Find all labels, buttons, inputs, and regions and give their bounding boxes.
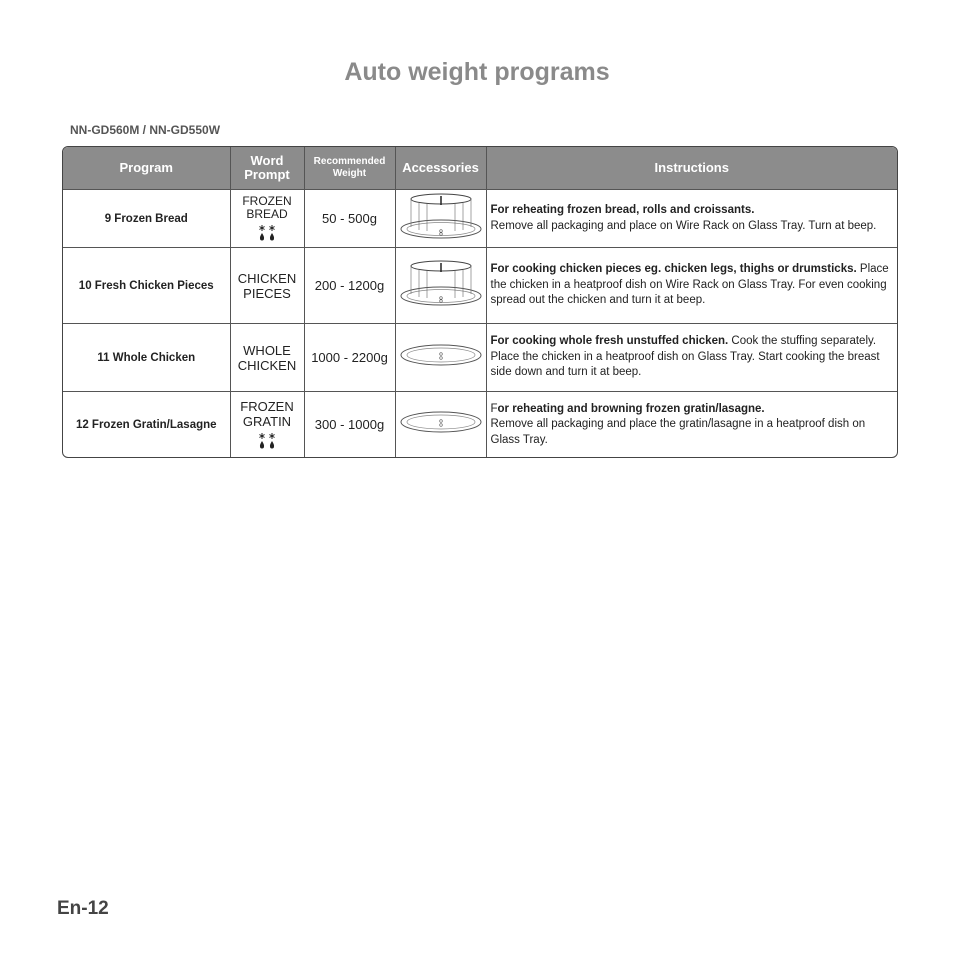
defrost-snowflake-drops-icon <box>257 224 277 242</box>
header-word-prompt: Word Prompt <box>230 147 304 190</box>
page-title: Auto weight programs <box>344 58 610 86</box>
glass-tray-icon <box>399 409 483 435</box>
header-accessories: Accessories <box>395 147 486 190</box>
table-row <box>63 190 897 248</box>
auto-weight-table <box>62 146 898 458</box>
instructions-text: For cooking chicken pieces eg. chicken legs, thighs or drumsticks. Place the chicken in a heatproof dish on Wire Rack on Glass Tray. For even cooking spread out the chicken and turn it at beep. <box>486 248 897 324</box>
recommended-weight: 200 - 1200g <box>304 248 395 324</box>
table-row <box>63 392 897 458</box>
recommended-weight: 1000 - 2200g <box>304 324 395 392</box>
header-program: Program <box>63 147 230 190</box>
word-prompt: FROZEN GRATIN <box>230 392 304 458</box>
program-name: 12 Frozen Gratin/Lasagne <box>63 392 230 458</box>
wire-rack-on-glass-tray-icon <box>399 258 483 308</box>
header-instructions: Instructions <box>486 147 897 190</box>
accessory-cell <box>395 248 486 324</box>
table-row <box>63 324 897 392</box>
defrost-snowflake-drops-icon <box>257 432 277 450</box>
program-name: 9 Frozen Bread <box>63 190 230 248</box>
header-recommended-weight: Recommended Weight <box>304 147 395 190</box>
accessory-cell <box>395 190 486 248</box>
program-name: 10 Fresh Chicken Pieces <box>63 248 230 324</box>
instructions-text: For reheating and browning frozen gratin/lasagne. Remove all packaging and place the gratin/lasagne in a heatproof dish on Glass Tray. <box>486 392 897 458</box>
word-prompt: FROZEN BREAD <box>230 190 304 248</box>
glass-tray-icon <box>399 342 483 368</box>
instructions-text: For cooking whole fresh unstuffed chicken. Cook the stuffing separately. Place the chicken in a heatproof dish on Glass Tray. Start cooking the breast side down and turn it at beep. <box>486 324 897 392</box>
word-prompt: WHOLE CHICKEN <box>230 324 304 392</box>
program-name: 11 Whole Chicken <box>63 324 230 392</box>
recommended-weight: 50 - 500g <box>304 190 395 248</box>
wire-rack-on-glass-tray-icon <box>399 191 483 241</box>
table-row <box>63 248 897 324</box>
accessory-cell <box>395 324 486 392</box>
page-number: En-12 <box>57 898 109 919</box>
model-number: NN-GD560M / NN-GD550W <box>70 123 221 137</box>
accessory-cell <box>395 392 486 458</box>
word-prompt: CHICKEN PIECES <box>230 248 304 324</box>
recommended-weight: 300 - 1000g <box>304 392 395 458</box>
table-header-row <box>63 147 897 190</box>
instructions-text: For reheating frozen bread, rolls and croissants. Remove all packaging and place on Wire Rack on Glass Tray. Turn at beep. <box>486 190 897 248</box>
